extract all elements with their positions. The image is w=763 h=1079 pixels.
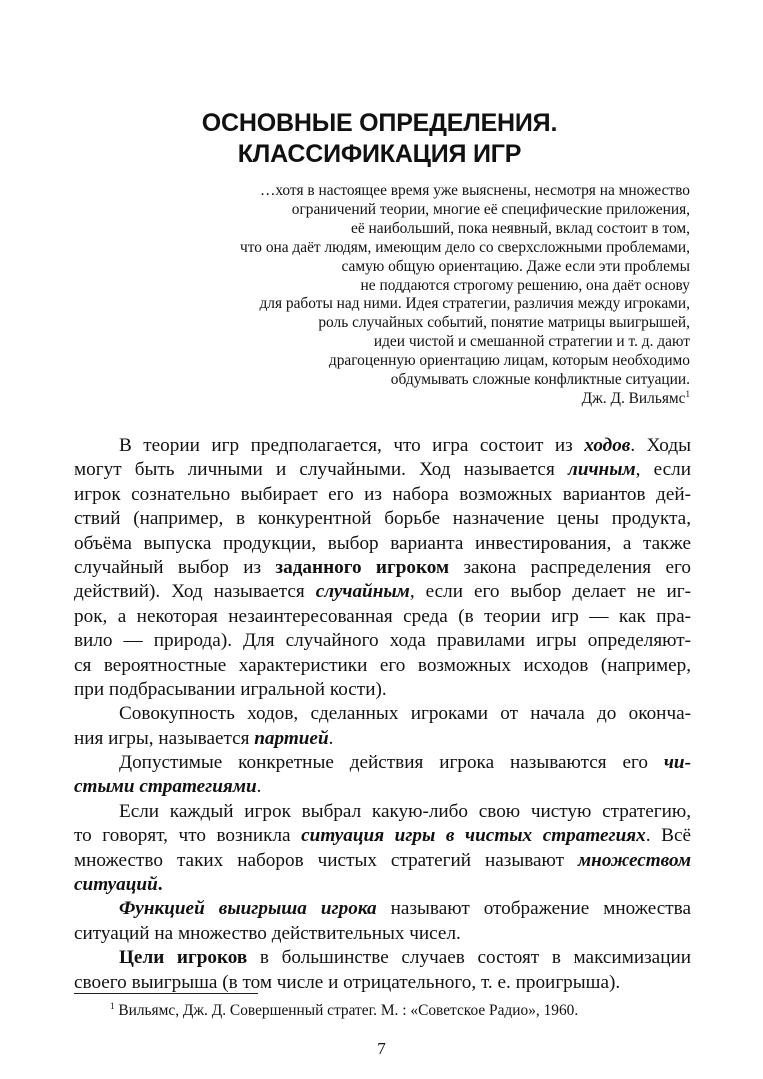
term-mnozhestvom: множеством xyxy=(578,849,691,871)
epigraph-line: обдумывать сложные конфликтные ситуации. xyxy=(390,371,690,389)
term-chistymi-end: стыми стратегиями xyxy=(74,776,257,798)
text-line: вило — природа). Для случайного хода правилами игры определяют- xyxy=(74,630,691,652)
term-lichnym: личным xyxy=(567,459,636,481)
page-number: 7 xyxy=(377,1039,386,1058)
text-line: ситуаций на множество действительных чисел. xyxy=(74,922,461,944)
text-line: могут быть личными и случайными. Ход называется личным, если xyxy=(74,459,692,481)
footnote xyxy=(110,1001,578,1020)
text-line: множество таких наборов чистых стратегий называют множеством xyxy=(74,849,691,871)
chapter-title-line-1: ОСНОВНЫЕ ОПРЕДЕЛЕНИЯ. xyxy=(201,109,558,137)
term-sluchainym: случайным xyxy=(315,581,410,603)
text-line: ситуаций. xyxy=(74,874,163,896)
epigraph-line: не поддаются строгому решению, она даёт основу xyxy=(360,276,690,294)
chapter-title-line-2: КЛАССИФИКАЦИЯ ИГР xyxy=(237,140,522,168)
epigraph-line: роль случайных событий, понятие матрицы выигрышей, xyxy=(318,314,690,332)
text-line: действий). Ход называется случайным, если его выбор делает не иг- xyxy=(74,581,691,603)
text-line: В теории игр предполагается, что игра состоит из ходов. Ходы xyxy=(119,435,691,456)
term-hody: ходов xyxy=(584,435,631,456)
footnote-text: Вильямс, Дж. Д. Совершенный стратег. М. : «Советское Радио», 1960. xyxy=(118,1002,579,1019)
text-line: Цели игроков в большинстве случаев состоят в максимизации xyxy=(119,947,692,969)
text-line: стыми стратегиями. xyxy=(74,776,262,798)
text-line: рок, а некоторая незаинтересованная среда (в теории игр — как пра- xyxy=(74,605,691,627)
text-line: при подбрасывании игральной кости). xyxy=(74,678,387,700)
epigraph-line: её наибольший, пока неявный, вклад состоит в том, xyxy=(351,219,690,237)
text-line: игрок сознательно выбирает его из набора возможных вариантов дей- xyxy=(74,483,691,505)
text-line: Если каждый игрок выбрал какую-либо свою чистую стратегию, xyxy=(119,800,691,822)
footnote-mark: 1 xyxy=(110,1001,115,1011)
text-line: Допустимые конкретные действия игрока называются его чи- xyxy=(119,752,691,774)
text-line: Совокупность ходов, сделанных игроками от начала до оконча- xyxy=(119,703,691,725)
epigraph-line: для работы над ними. Идея стратегии, различия между игроками, xyxy=(259,295,690,313)
text-line: ся вероятностные характеристики его возможных исходов (например, xyxy=(74,654,691,676)
term-tseli-igrokov: Цели игроков xyxy=(119,947,248,969)
epigraph-line: самую общую ориентацию. Даже если эти проблемы xyxy=(341,257,690,275)
term-zadannogo-igrokom: заданного игроком xyxy=(275,556,450,578)
epigraph-line: ограничений теории, многие её специфические приложения, xyxy=(291,200,690,218)
term-chistymi-start: чи- xyxy=(663,752,691,774)
footnote-reference[interactable]: 1 xyxy=(685,388,690,399)
epigraph-line: что она даёт людям, имеющим дело со сверхсложными проблемами, xyxy=(240,238,690,256)
text-line: Функцией выигрыша игрока называют отображение множества xyxy=(119,898,691,920)
text-line: случайный выбор из заданного игроком закона распределения его xyxy=(74,556,692,578)
epigraph-line: идеи чистой и смешанной стратегии и т. д. дают xyxy=(373,333,690,351)
text-line: ствий (например, в конкурентной борьбе назначение цены продукта, xyxy=(74,508,691,530)
epigraph-author xyxy=(120,390,690,409)
text-line: то говорят, что возникла ситуация игры в чистых стратегиях. Всё xyxy=(74,825,691,847)
term-situatsiya-igry: ситуация игры в чистых стратегиях xyxy=(301,825,646,847)
term-funktsiya-vyigrysha: Функцией выигрыша игрока xyxy=(119,898,377,920)
term-partiei: партией xyxy=(254,727,329,749)
footnote-divider xyxy=(74,993,258,994)
epigraph-author-name: Дж. Д. Вильямс xyxy=(581,389,686,407)
epigraph-line: драгоценную ориентацию лицам, которым необходимо xyxy=(328,352,690,370)
main-text xyxy=(74,434,691,995)
epigraph-line: …хотя в настоящее время уже выяснены, несмотря на множество xyxy=(259,182,690,199)
term-situatsii: ситуаций xyxy=(74,874,158,896)
epigraph xyxy=(120,182,690,409)
text-line: своего выигрыша (в том числе и отрицательного, т. е. проигрыша). xyxy=(74,971,621,993)
text-line: ния игры, называется партией. xyxy=(74,727,334,749)
text-line: объёма выпуска продукции, выбор варианта инвестирования, а также xyxy=(74,532,691,554)
